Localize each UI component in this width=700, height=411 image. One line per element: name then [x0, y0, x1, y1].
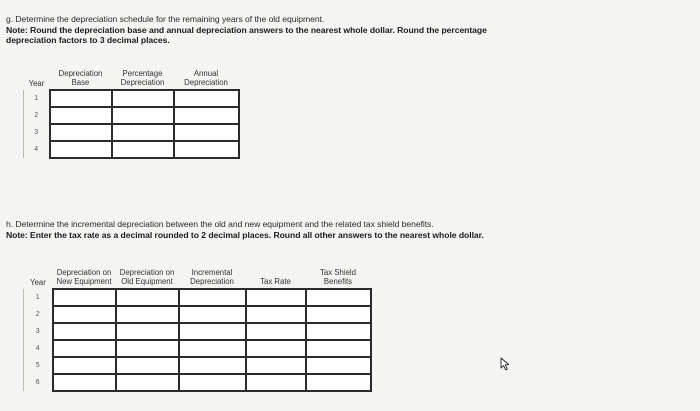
depreciation-old-input[interactable]: [117, 307, 178, 322]
incremental-depreciation-input[interactable]: [180, 375, 245, 390]
tax-shield-benefits-cell: [306, 323, 371, 340]
percentage-depreciation-cell: [112, 107, 174, 124]
col-header-incremental-depreciation: Incremental Depreciation: [190, 268, 234, 286]
depreciation-schedule-table: [23, 66, 240, 159]
section-h-prompt: h. Determine the incremental depreciation between the old and new equipment and the related tax shield benefits.: [6, 219, 434, 229]
depreciation-new-input[interactable]: [54, 324, 115, 339]
tax-shield-benefits-cell: [306, 340, 371, 357]
section-g-note-cont: depreciation factors to 3 decimal places.: [6, 35, 170, 45]
col-header-tax-rate: Tax Rate: [260, 276, 291, 286]
table-row: [24, 357, 371, 374]
depreciation-old-cell: [116, 289, 179, 306]
depreciation-old-input[interactable]: [117, 358, 178, 373]
tax-rate-input[interactable]: [247, 324, 305, 339]
year-label: 4: [24, 141, 50, 158]
year-label: 1: [24, 90, 50, 107]
table-row: [24, 340, 371, 357]
year-label: 3: [24, 124, 50, 141]
depreciation-new-input[interactable]: [54, 307, 115, 322]
incremental-depreciation-input[interactable]: [180, 307, 245, 322]
table-row: [24, 124, 239, 141]
tax-shield-benefits-input[interactable]: [307, 290, 370, 305]
year-label: 2: [24, 107, 50, 124]
depreciation-new-cell: [53, 374, 116, 391]
depreciation-old-input[interactable]: [117, 290, 178, 305]
section-h-instructions: [6, 219, 484, 240]
table-row: [24, 141, 239, 158]
incremental-depreciation-cell: [179, 357, 246, 374]
incremental-depreciation-table: [23, 256, 372, 392]
tax-shield-benefits-cell: [306, 306, 371, 323]
col-header-depreciation-new: Depreciation on New Equipment: [56, 268, 112, 286]
table-row: [24, 323, 371, 340]
col-header-percentage-depreciation: Percentage Depreciation: [120, 69, 165, 87]
incremental-depreciation-cell: [179, 340, 246, 357]
annual-depreciation-cell: [174, 107, 239, 124]
depreciation-new-input[interactable]: [54, 375, 115, 390]
tax-rate-input[interactable]: [247, 307, 305, 322]
depreciation-new-input[interactable]: [54, 358, 115, 373]
col-header-annual-depreciation: Annual Depreciation: [184, 69, 228, 87]
depreciation-old-cell: [116, 323, 179, 340]
tax-rate-cell: [246, 357, 306, 374]
depreciation-base-input[interactable]: [51, 142, 111, 157]
tax-shield-benefits-input[interactable]: [307, 341, 370, 356]
depreciation-new-cell: [53, 340, 116, 357]
annual-depreciation-input[interactable]: [175, 125, 238, 140]
annual-depreciation-input[interactable]: [175, 91, 238, 106]
percentage-depreciation-input[interactable]: [113, 108, 173, 123]
depreciation-new-input[interactable]: [54, 290, 115, 305]
col-header-year: Year: [28, 78, 45, 88]
incremental-depreciation-input[interactable]: [180, 358, 245, 373]
depreciation-base-cell: [50, 107, 112, 124]
tax-shield-benefits-input[interactable]: [307, 324, 370, 339]
percentage-depreciation-input[interactable]: [113, 142, 173, 157]
depreciation-new-cell: [53, 306, 116, 323]
percentage-depreciation-input[interactable]: [113, 91, 173, 106]
col-header-tax-shield-benefits: Tax Shield Benefits: [320, 268, 356, 286]
tax-rate-cell: [246, 340, 306, 357]
table-body: [24, 90, 239, 158]
depreciation-old-input[interactable]: [117, 341, 178, 356]
tax-rate-cell: [246, 306, 306, 323]
depreciation-base-cell: [50, 124, 112, 141]
year-label: 2: [24, 306, 53, 323]
tax-shield-benefits-input[interactable]: [307, 307, 370, 322]
tax-rate-cell: [246, 289, 306, 306]
col-header-depreciation-base: Depreciation Base: [58, 69, 103, 87]
annual-depreciation-cell: [174, 90, 239, 107]
depreciation-base-input[interactable]: [51, 125, 111, 140]
depreciation-old-cell: [116, 340, 179, 357]
tax-shield-benefits-input[interactable]: [307, 358, 370, 373]
year-label: 4: [24, 340, 53, 357]
section-g-prompt: g. Determine the depreciation schedule for the remaining years of the old equipment.: [6, 14, 325, 24]
year-label: 3: [24, 323, 53, 340]
percentage-depreciation-cell: [112, 141, 174, 158]
depreciation-base-cell: [50, 90, 112, 107]
year-label: 5: [24, 357, 53, 374]
depreciation-old-cell: [116, 306, 179, 323]
depreciation-old-input[interactable]: [117, 324, 178, 339]
depreciation-new-input[interactable]: [54, 341, 115, 356]
percentage-depreciation-input[interactable]: [113, 125, 173, 140]
section-g-instructions: [6, 14, 487, 46]
depreciation-base-cell: [50, 141, 112, 158]
depreciation-new-cell: [53, 323, 116, 340]
annual-depreciation-cell: [174, 124, 239, 141]
depreciation-old-cell: [116, 374, 179, 391]
incremental-depreciation-cell: [179, 289, 246, 306]
depreciation-base-input[interactable]: [51, 108, 111, 123]
mouse-pointer-icon: [499, 357, 513, 371]
table-row: [24, 107, 239, 124]
table-row: [24, 289, 371, 306]
tax-shield-benefits-input[interactable]: [307, 375, 370, 390]
tax-shield-benefits-cell: [306, 374, 371, 391]
depreciation-old-input[interactable]: [117, 375, 178, 390]
tax-rate-input[interactable]: [247, 375, 305, 390]
table-row: [24, 306, 371, 323]
incremental-depreciation-input[interactable]: [180, 324, 245, 339]
tax-rate-cell: [246, 374, 306, 391]
tax-shield-benefits-cell: [306, 289, 371, 306]
year-label: 1: [24, 289, 53, 306]
section-g-note: Note: Round the depreciation base and annual depreciation answers to the nearest whole dollar. Round the percentage: [6, 24, 487, 35]
depreciation-old-cell: [116, 357, 179, 374]
incremental-depreciation-cell: [179, 374, 246, 391]
table-body: [24, 289, 371, 391]
col-header-year: Year: [30, 277, 46, 287]
incremental-depreciation-input[interactable]: [180, 290, 245, 305]
annual-depreciation-cell: [174, 141, 239, 158]
incremental-depreciation-cell: [179, 306, 246, 323]
tax-shield-benefits-cell: [306, 357, 371, 374]
section-h-note: Note: Enter the tax rate as a decimal rounded to 2 decimal places. Round all other answers to the nearest whole dollar.: [6, 229, 484, 240]
percentage-depreciation-cell: [112, 124, 174, 141]
annual-depreciation-input[interactable]: [175, 142, 238, 157]
depreciation-base-input[interactable]: [51, 91, 111, 106]
percentage-depreciation-cell: [112, 90, 174, 107]
annual-depreciation-input[interactable]: [175, 108, 238, 123]
tax-rate-input[interactable]: [247, 358, 305, 373]
depreciation-new-cell: [53, 289, 116, 306]
year-label: 6: [24, 374, 53, 391]
tax-rate-input[interactable]: [247, 290, 305, 305]
col-header-depreciation-old: Depreciation on Old Equipment: [119, 268, 175, 286]
table-row: [24, 90, 239, 107]
depreciation-new-cell: [53, 357, 116, 374]
tax-rate-input[interactable]: [247, 341, 305, 356]
incremental-depreciation-cell: [179, 323, 246, 340]
incremental-depreciation-input[interactable]: [180, 341, 245, 356]
tax-rate-cell: [246, 323, 306, 340]
table-row: [24, 374, 371, 391]
